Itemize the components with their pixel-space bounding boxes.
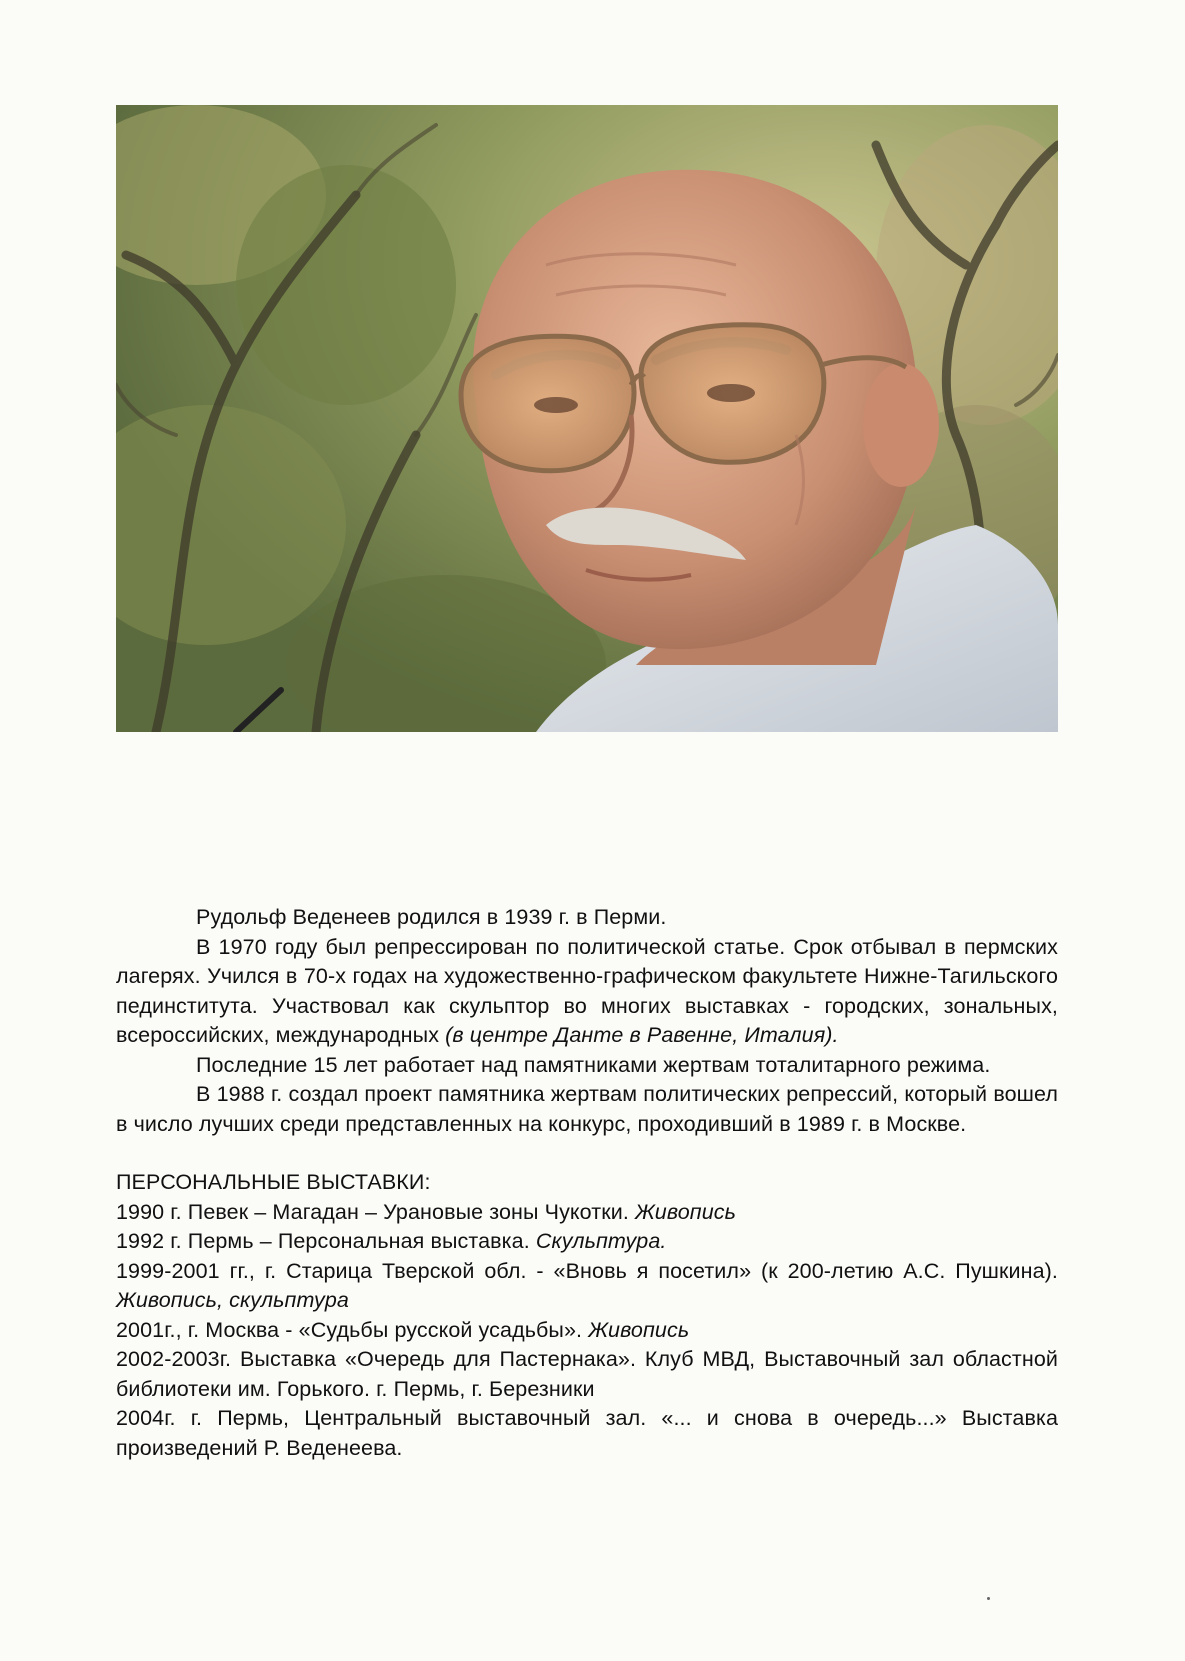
exhibition-text: 2004г. г. Пермь, Центральный выставочный зал. «... и снова в очередь...» Выставка произведений Р. Веденеева. bbox=[116, 1406, 1058, 1460]
portrait-illustration bbox=[116, 105, 1058, 732]
exhibitions-list bbox=[116, 1198, 1058, 1464]
exhibition-text: 1992 г. Пермь – Персональная выставка. bbox=[116, 1229, 536, 1253]
bio-paragraph-project: В 1988 г. создал проект памятника жертвам политических репрессий, который вошел в число лучших среди представленных на конкурс, проходивший в 1989 г. в Москве. bbox=[116, 1082, 1058, 1136]
exhibition-text: 1999-2001 гг., г. Старица Тверской обл. - «Вновь я посетил» (к 200-летию А.С. Пушкина). bbox=[116, 1258, 1058, 1283]
bio-career-note: (в центре Данте в Равенне, Италия). bbox=[445, 1023, 839, 1047]
exhibitions-heading: ПЕРСОНАЛЬНЫЕ ВЫСТАВКИ: bbox=[116, 1170, 431, 1194]
exhibition-item bbox=[116, 1227, 1058, 1257]
exhibition-item bbox=[116, 1257, 1058, 1316]
bio-paragraph-career bbox=[116, 933, 1058, 1051]
exhibition-text: 1990 г. Певек – Магадан – Урановые зоны Чукотки. bbox=[116, 1199, 635, 1224]
exhibition-medium: Живопись, скульптура bbox=[116, 1288, 349, 1312]
exhibition-item bbox=[116, 1198, 1058, 1228]
exhibition-medium: Живопись bbox=[588, 1317, 690, 1342]
exhibition-medium: Живопись bbox=[634, 1199, 737, 1224]
exhibition-medium: Скульптура. bbox=[535, 1229, 667, 1253]
bio-paragraph-birth: Рудольф Веденеев родился в 1939 г. в Перми. bbox=[196, 905, 667, 929]
bio-career-text: В 1970 году был репрессирован по политической статье. Срок отбывал в пермских лагерях. Учился в 70-х годах на художественно-графическом факультете Нижне-Тагильского пединститута. Участвовал как скульптор во многих выставках - городских, зональных, всероссийских, международных bbox=[116, 934, 1058, 1047]
portrait-photo bbox=[116, 105, 1058, 732]
scan-speck bbox=[987, 1597, 990, 1600]
exhibition-item bbox=[116, 1345, 1058, 1404]
exhibition-item bbox=[116, 1404, 1058, 1463]
biography-text bbox=[116, 903, 1058, 1463]
exhibition-item bbox=[116, 1316, 1058, 1346]
bio-paragraph-recent: Последние 15 лет работает над памятниками жертвам тоталитарного режима. bbox=[196, 1052, 991, 1077]
exhibition-text: 2001г., г. Москва - «Судьбы русской усадьбы». bbox=[116, 1317, 589, 1342]
exhibition-text: 2002-2003г. Выставка «Очередь для Пастернака». Клуб МВД, Выставочный зал областной библиотеки им. Горького. г. Пермь, г. Березники bbox=[116, 1347, 1058, 1401]
